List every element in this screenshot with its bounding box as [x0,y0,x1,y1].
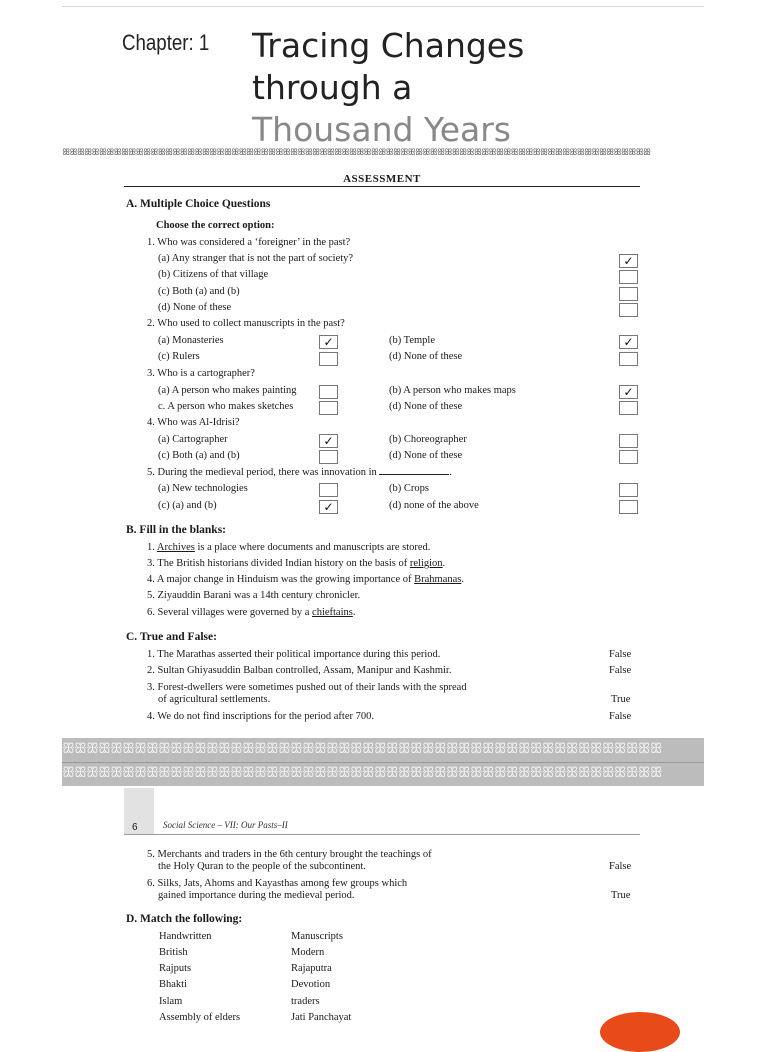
q5-question: 5. During the medieval period, there was innovation in . [147,467,453,478]
fill-item [147,590,360,601]
q1-checkbox-c[interactable] [619,287,638,301]
q2-option-d: (d) None of these [389,351,463,362]
q2-checkbox-b[interactable]: ✓ [619,335,638,349]
assessment-heading: ASSESSMENT [343,173,421,185]
q4-checkbox-d[interactable] [619,450,638,464]
q3-option-c: c. A person who makes sketches [158,401,294,412]
tf-answer: False [609,649,632,660]
section-a-heading: A. Multiple Choice Questions [126,198,271,210]
assessment-rule [124,186,640,187]
q3-checkbox-c[interactable] [319,401,338,415]
orange-corner-badge [600,1012,680,1052]
q1-option-d: (d) None of these [158,302,232,313]
q1-option-c: (c) Both (a) and (b) [158,286,240,297]
fill-answer: Brahmanas [414,574,462,585]
tf-statement: 5. Merchants and traders in the 6th century brought the teachings of [147,849,432,860]
tf-statement: 1. The Marathas asserted their political importance during this period. [147,649,441,660]
chapter-title-line-1: Tracing Changes [252,26,525,65]
fill-answer: religion [409,558,443,569]
q5-question-text: 5. During the medieval period, there was innovation in [147,467,377,478]
fill-item [147,574,464,585]
band-pattern-bottom: ꕥꕥꕥꕥꕥꕥꕥꕥꕥꕥꕥꕥꕥꕥꕥꕥꕥꕥꕥꕥꕥꕥꕥꕥꕥꕥꕥꕥꕥꕥꕥꕥꕥꕥꕥꕥꕥꕥꕥꕥꕥꕥꕥꕥꕥꕥꕥꕥꕥꕥ [62,765,662,781]
fill-item [147,558,445,569]
tf-answer: True [611,890,631,901]
match-right: Devotion [291,979,331,990]
q5-option-c: (c) (a) and (b) [158,500,217,511]
q4-checkbox-a[interactable]: ✓ [319,434,338,448]
match-right: Jati Panchayat [291,1012,352,1023]
match-right: Modern [291,947,325,958]
q2-checkbox-a[interactable]: ✓ [319,335,338,349]
match-right: Manuscripts [291,931,343,942]
q1-question: 1. Who was considered a ‘foreigner’ in the past? [147,237,351,248]
page-number: 6 [132,822,138,833]
fill-pre: 6. Several villages were governed by a [147,607,313,618]
tf-statement-cont: the Holy Quran to the people of the subcontinent. [158,861,366,872]
tf-statement: 2. Sultan Ghiyasuddin Balban controlled, Assam, Manipur and Kashmir. [147,665,452,676]
section-d-heading: D. Match the following: [126,913,243,925]
q2-option-a: (a) Monasteries [158,335,224,346]
q2-option-b: (b) Temple [389,335,436,346]
tf-statement: 4. We do not find inscriptions for the period after 700. [147,711,374,722]
fill-item [147,607,355,618]
page-number-tab [124,788,154,834]
q4-checkbox-c[interactable] [319,450,338,464]
match-right: Rajaputra [291,963,332,974]
fill-post: . [442,558,446,569]
q3-option-d: (d) None of these [389,401,463,412]
top-rule [62,6,704,7]
q5-checkbox-a[interactable] [319,483,338,497]
q5-checkbox-d[interactable] [619,500,638,514]
q1-checkbox-d[interactable] [619,303,638,317]
q5-option-b: (b) Crops [389,483,429,494]
fill-pre: 5. [147,590,158,601]
decorative-border: ꕥꕥꕥꕥꕥꕥꕥꕥꕥꕥꕥꕥꕥꕥꕥꕥꕥꕥꕥꕥꕥꕥꕥꕥꕥꕥꕥꕥꕥꕥꕥꕥꕥꕥꕥꕥꕥꕥꕥꕥꕥꕥꕥꕥꕥꕥꕥꕥꕥꕥꕥꕥꕥꕥꕥꕥꕥꕥꕥꕥꕥꕥꕥꕥꕥꕥꕥꕥꕥꕥꕥꕥꕥꕥꕥꕥꕥꕥꕥꕥ [62,148,704,158]
fill-answer: Archives [156,542,195,553]
fill-pre: 4. A major change in Hinduism was the growing importance of [147,574,415,585]
decorative-band [62,738,704,786]
fill-answer: Ziyauddin Barani [157,590,232,601]
match-left: Handwritten [159,931,212,942]
match-left: Bhakti [159,979,187,990]
q5-option-a: (a) New technologies [158,483,248,494]
fill-post: . [352,607,356,618]
tf-answer: True [611,694,631,705]
band-divider [62,762,704,763]
q2-checkbox-c[interactable] [319,352,338,366]
q1-checkbox-a[interactable]: ✓ [619,254,638,268]
match-right: traders [291,996,320,1007]
q5-blank [379,466,449,475]
q2-question: 2. Who used to collect manuscripts in the past? [147,318,345,329]
chapter-title-line-2: through a [252,68,413,107]
fill-post: was a 14th century chronicler. [231,590,361,601]
match-left: British [159,947,188,958]
q4-question: 4. Who was Al-Idrisi? [147,417,240,428]
section-a-instruction: Choose the correct option: [156,220,275,231]
q3-checkbox-d[interactable] [619,401,638,415]
q2-checkbox-d[interactable] [619,352,638,366]
q4-option-c: (c) Both (a) and (b) [158,450,240,461]
running-footer: Social Science – VII: Our Pasts–II [163,820,288,830]
q3-question: 3. Who is a cartographer? [147,368,255,379]
band-pattern-top: ꕥꕥꕥꕥꕥꕥꕥꕥꕥꕥꕥꕥꕥꕥꕥꕥꕥꕥꕥꕥꕥꕥꕥꕥꕥꕥꕥꕥꕥꕥꕥꕥꕥꕥꕥꕥꕥꕥꕥꕥꕥꕥꕥꕥꕥꕥꕥꕥꕥꕥ [62,741,662,757]
q1-option-b: (b) Citizens of that village [158,269,269,280]
q4-option-a: (a) Cartographer [158,434,228,445]
q5-checkbox-c[interactable]: ✓ [319,500,338,514]
match-left: Assembly of elders [159,1012,241,1023]
q3-option-b: (b) A person who makes maps [389,385,516,396]
section-b-heading: B. Fill in the blanks: [126,524,227,536]
fill-item [147,542,430,553]
q3-option-a: (a) A person who makes painting [158,385,297,396]
fill-pre: 3. The British historians divided Indian history on the basis of [147,558,410,569]
tf-statement: 6. Silks, Jats, Ahoms and Kayasthas among few groups which [147,878,408,889]
q3-checkbox-a[interactable] [319,385,338,399]
fill-post: . [461,574,464,585]
tf-answer: False [609,861,632,872]
tf-statement-cont: of agricultural settlements. [158,694,271,705]
chapter-label: Chapter: 1 [122,30,210,55]
chapter-title-line-3: Thousand Years [252,110,512,149]
q3-checkbox-b[interactable]: ✓ [619,385,638,399]
fill-pre: 1. [147,542,157,553]
section-c-heading: C. True and False: [126,631,217,643]
q4-checkbox-b[interactable] [619,434,638,448]
q1-option-a: (a) Any stranger that is not the part of society? [158,253,354,264]
tf-statement-cont: gained importance during the medieval period. [158,890,355,901]
tf-statement: 3. Forest-dwellers were sometimes pushed out of their lands with the spread [147,682,467,693]
q4-option-b: (b) Choreographer [389,434,467,445]
match-left: Rajputs [159,963,192,974]
tf-answer: False [609,711,632,722]
q2-option-c: (c) Rulers [158,351,200,362]
q4-option-d: (d) None of these [389,450,463,461]
q1-checkbox-b[interactable] [619,270,638,284]
match-left: Islam [159,996,183,1007]
fill-answer: chieftains [312,607,353,618]
fill-post: is a place where documents and manuscripts are stored. [194,542,431,553]
footer-rule [124,834,640,835]
q5-option-d: (d) none of the above [389,500,479,511]
q5-checkbox-b[interactable] [619,483,638,497]
tf-answer: False [609,665,632,676]
